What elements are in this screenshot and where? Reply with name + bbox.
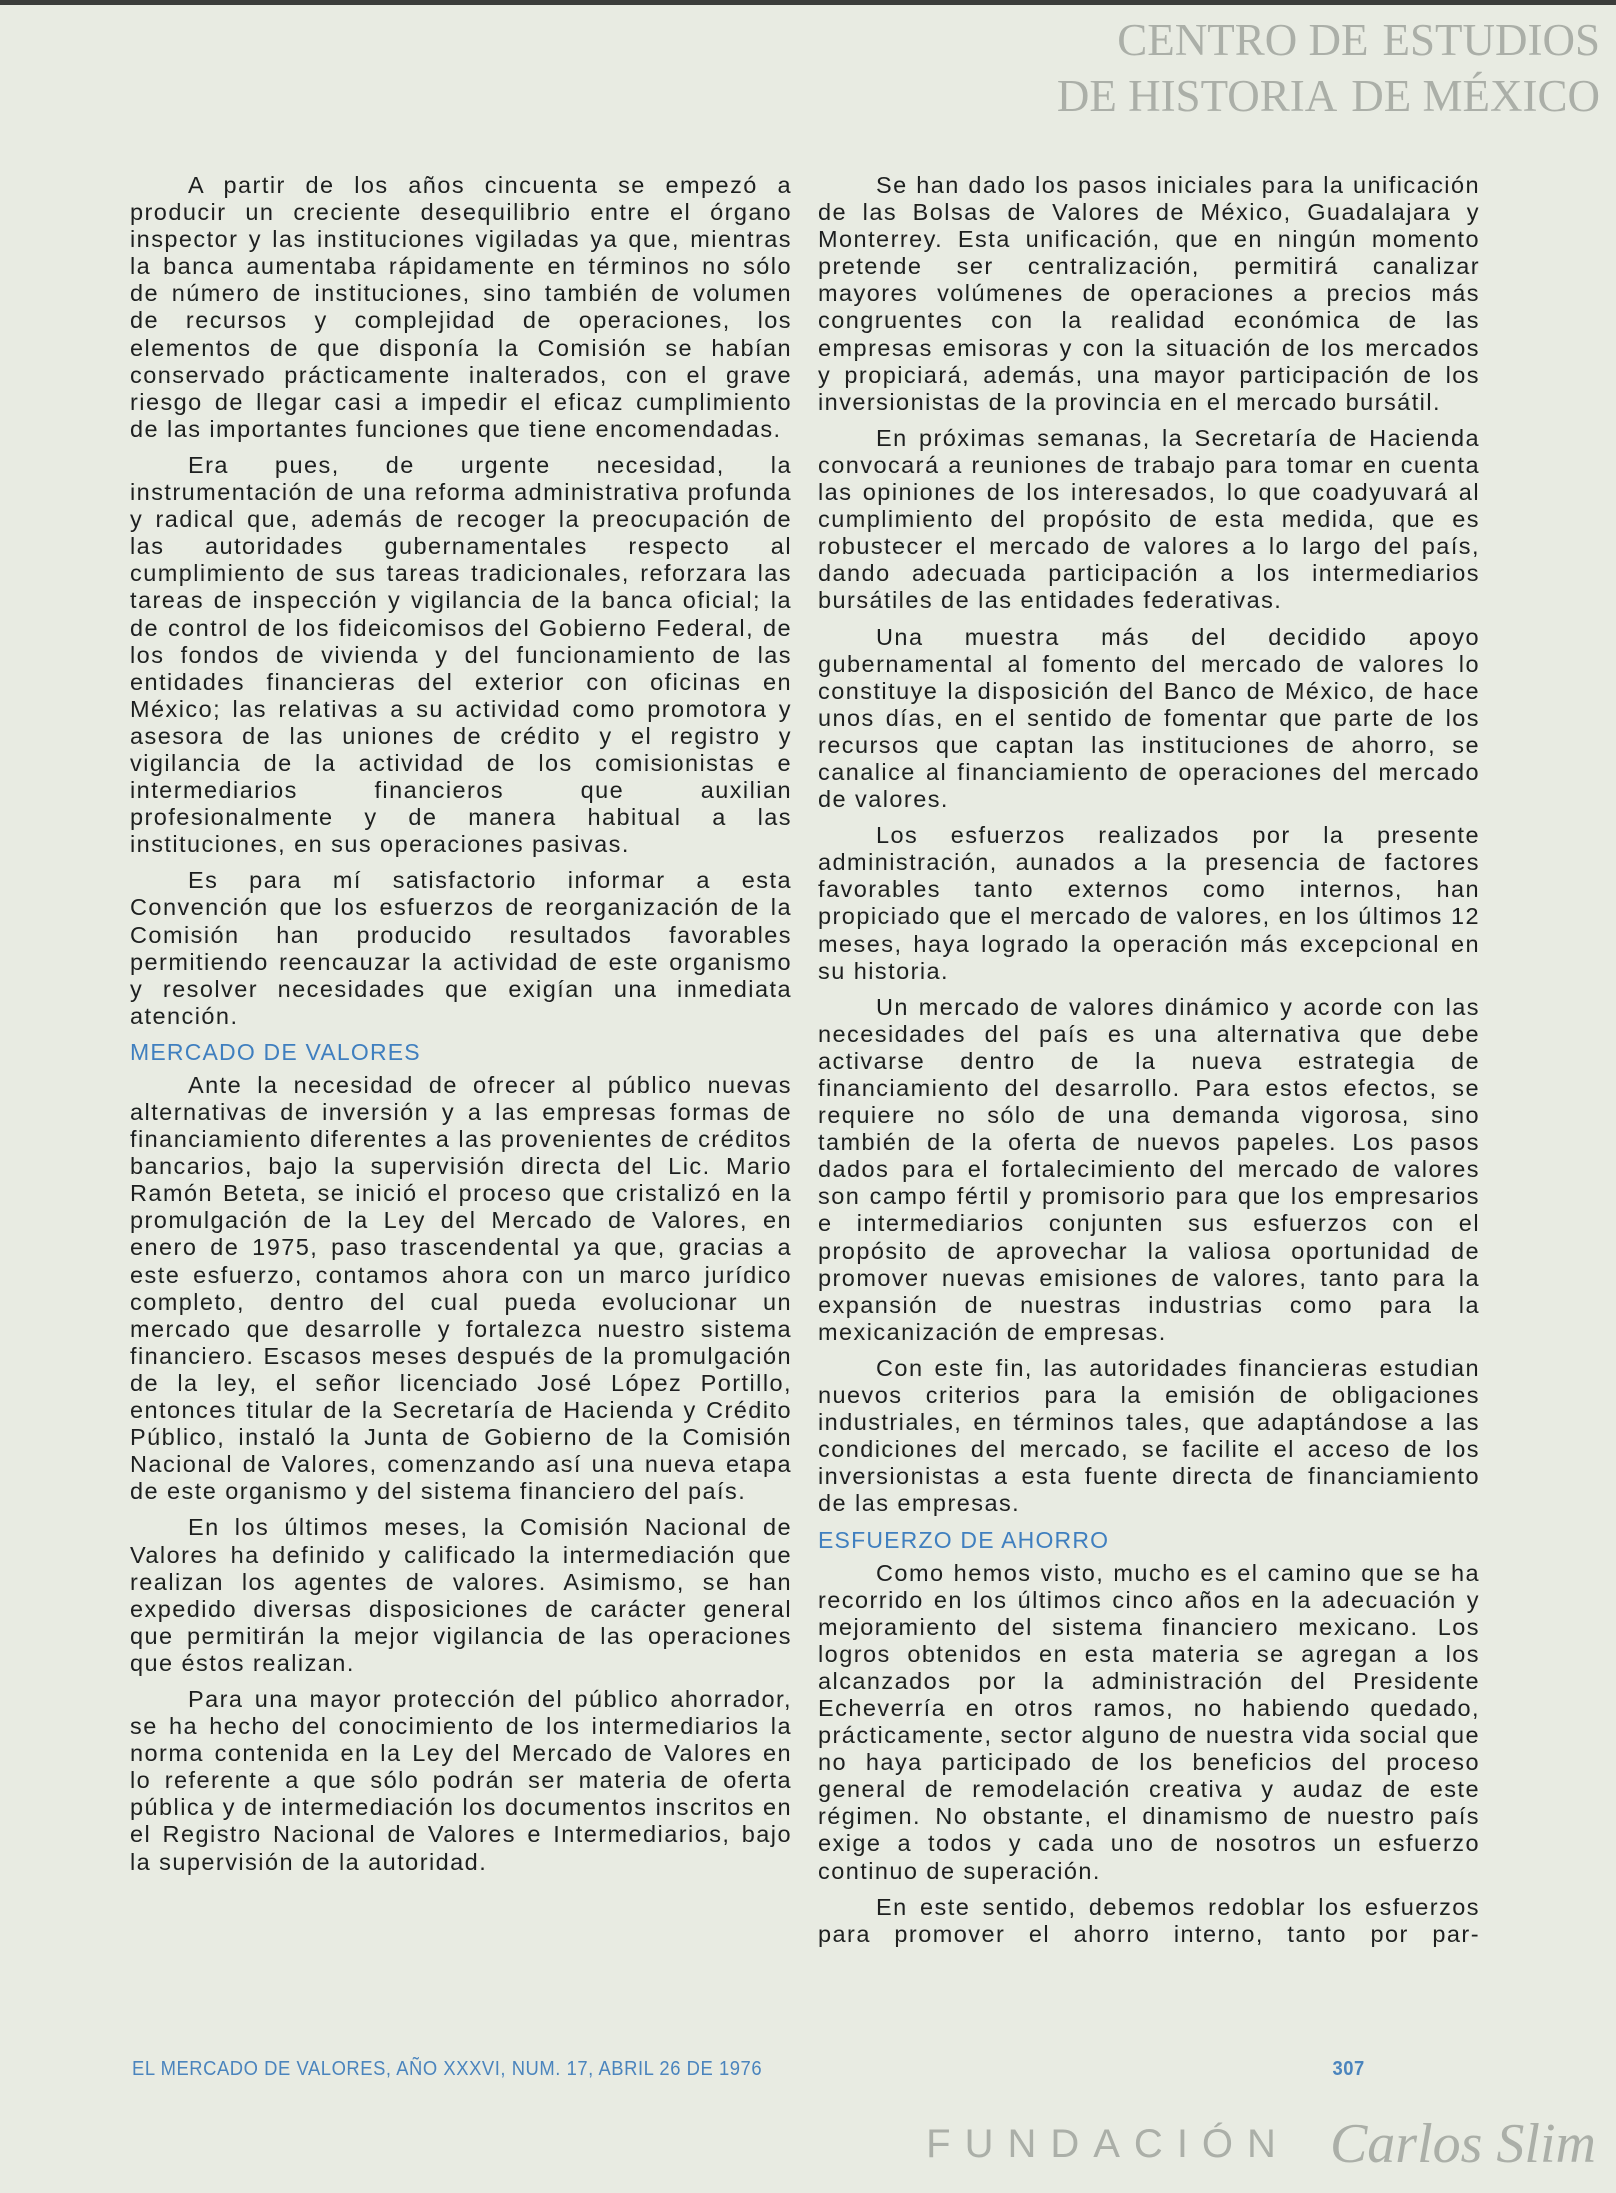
paragraph: En este sentido, debemos redoblar los esfuerzos para promover el ahorro interno, tanto por par- [818, 1893, 1480, 1947]
watermark-line: DE HISTORIA [1056, 71, 1338, 121]
section-heading-mercado-de-valores: MERCADO DE VALORES [130, 1038, 421, 1065]
paragraph: Ante la necesidad de ofrecer al público nuevas alternativas de inversión y a las empresas formas de financiamiento diferentes a las provenientes de créditos bancarios, bajo la supervisión directa del Lic. Mario Ramón Beteta, se inició el proceso que cristalizó en la promulgación de la Ley del Mercado de Valores, en enero de 1975, paso trascendental ya que, gracias a este esfuerzo, contamos ahora con un marco jurídico completo, dentro del cual pueda evolucionar un mercado que desarrolle y fortalezca nuestro sistema financiero. Escasos meses después de la promulgación de la ley, el señor licenciado José López Portillo, entonces titular de la Secretaría de Hacienda y Crédito Público, instaló la Junta de Gobierno de la Comisión Nacional de Valores, comenzando así una nueva etapa de este organismo y del sistema financiero del país. [130, 1071, 792, 1505]
paragraph: Un mercado de valores dinámico y acorde con las necesidades del país es una alternativa que debe activarse dentro de la nueva estrategia de financiamiento del desarrollo. Para estos efectos, se requiere no sólo de una demanda vigorosa, sino también de la oferta de nuevos papeles. Los pasos dados para el fortalecimiento del mercado de valores son campo fértil y promisorio para que los empresarios e intermediarios conjunten sus esfuerzos con el propósito de aprovechar la valiosa oportunidad de promover nuevas emisiones de valores, tanto para la expansión de nuestras industrias como para la mexicanización de empresas. [818, 993, 1480, 1345]
page-number: 307 [1332, 2058, 1365, 2080]
watermark-line: CENTRO DE [1117, 15, 1369, 65]
section-heading-esfuerzo-de-ahorro: ESFUERZO DE AHORRO [818, 1526, 1110, 1553]
paragraph: Con este fin, las autoridades financieras estudian nuevos criterios para la emisión de obligaciones industriales, en términos tales, que adaptándose a las condiciones del mercado, se facilite el acceso de los inversionistas a esta fuente directa de financiamiento de las empresas. [818, 1354, 1480, 1517]
watermark [1057, 12, 1600, 124]
paragraph: Como hemos visto, mucho es el camino que se ha recorrido en los últimos cinco años en la adecuación y mejoramiento del sistema financiero mexicano. Los logros obtenidos en esta materia se agregan a los alcanzados por la administración del Presidente Echeverría en otros ramos, no habiendo quedado, prácticamente, sector alguno de nuestra vida social que no haya participado de los beneficios del proceso general de remodelación creativa y audaz de este régimen. No obstante, el dinamismo de nuestro país exige a todos y cada uno de nosotros un esfuerzo continuo de superación. [818, 1559, 1480, 1884]
watermark-line: ESTUDIOS [1382, 15, 1600, 65]
watermark-line: DE MÉXICO [1351, 71, 1600, 121]
watermark-row [1057, 12, 1600, 68]
paragraph: Era pues, de urgente necesidad, la instrumentación de una reforma administrativa profunda y radical que, además de recoger la preocupación de las autoridades gubernamentales respecto al cumplimiento de sus tareas tradicionales, reforzara las tareas de inspección y vigilancia de la banca oficial; la de control de los fideicomisos del Gobierno Federal, de los fondos de vivienda y del funcionamiento de las entidades financieras del exterior con oficinas en México; las relativas a su actividad como promotora y asesora de las uniones de crédito y el registro y vigilancia de la actividad de los comisionistas e intermediarios financieros que auxilian profesionalmente y de manera habitual a las instituciones, en sus operaciones pasivas. [130, 451, 792, 858]
publication-info: EL MERCADO DE VALORES, AÑO XXXVI, NUM. 17, ABRIL 26 DE 1976 [132, 2058, 763, 2080]
watermark-foundation [926, 2104, 1596, 2184]
watermark-row [1057, 68, 1600, 124]
page-footer [132, 2058, 1365, 2081]
right-column [818, 172, 1480, 1957]
paragraph: Se han dado los pasos iniciales para la unificación de las Bolsas de Valores de México, Guadalajara y Monterrey. Esta unificación, que en ningún momento pretende ser centralización, permitirá canalizar mayores volúmenes de operaciones a precios más congruentes con la realidad económica de las empresas emisoras y con la situación de los mercados y propiciará, además, una mayor participación de los inversionistas de la provincia en el mercado bursátil. [818, 172, 1480, 415]
paragraph: Una muestra más del decidido apoyo gubernamental al fomento del mercado de valores lo constituye la disposición del Banco de México, de hace unos días, en el sentido de fomentar que parte de los recursos que captan las instituciones de ahorro, se canalice al financiamiento de operaciones del mercado de valores. [818, 623, 1480, 813]
watermark-signature: Carlos Slim [1329, 2113, 1596, 2175]
watermark-fundacion: FUNDACIÓN [926, 2121, 1290, 2166]
paragraph: En próximas semanas, la Secretaría de Hacienda convocará a reuniones de trabajo para tomar en cuenta las opiniones de los interesados, lo que coadyuvará al cumplimiento del propósito de esta medida, que es robustecer el mercado de valores a lo largo del país, dando adecuada participación a los intermediarios bursátiles de las entidades federativas. [818, 424, 1480, 614]
paragraph: Es para mí satisfactorio informar a esta Convención que los esfuerzos de reorganización de la Comisión han producido resultados favorables permitiendo reencauzar la actividad de este organismo y resolver necesidades que exigían una inmediata atención. [130, 867, 792, 1029]
paragraph: Los esfuerzos realizados por la presente administración, aunados a la presencia de factores favorables tanto externos como internos, han propiciado que el mercado de valores, en los últimos 12 meses, haya logrado la operación más excepcional en su historia. [818, 822, 1480, 984]
paragraph: Para una mayor protección del público ahorrador, se ha hecho del conocimiento de los intermediarios la norma contenida en la Ley del Mercado de Valores en lo referente a que sólo podrán ser materia de oferta pública y de intermediación los documentos inscritos en el Registro Nacional de Valores e Intermediarios, bajo la supervisión de la autoridad. [130, 1685, 792, 1875]
paragraph: A partir de los años cincuenta se empezó a producir un creciente desequilibrio entre el órgano inspector y las instituciones vigiladas ya que, mientras la banca aumentaba rápidamente en términos no sólo de número de instituciones, sino también de volumen de recursos y complejidad de operaciones, los elementos de que disponía la Comisión se habían conservado prácticamente inalterados, con el grave riesgo de llegar casi a impedir el eficaz cumplimiento de las importantes funciones que tiene encomendadas. [130, 172, 792, 442]
left-column [130, 172, 792, 1885]
scan-edge [0, 0, 1616, 5]
paragraph: En los últimos meses, la Comisión Nacional de Valores ha definido y calificado la intermediación que realizan los agentes de valores. Asimismo, se han expedido diversas disposiciones de carácter general que permitirán la mejor vigilancia de las operaciones que éstos realizan. [130, 1514, 792, 1676]
